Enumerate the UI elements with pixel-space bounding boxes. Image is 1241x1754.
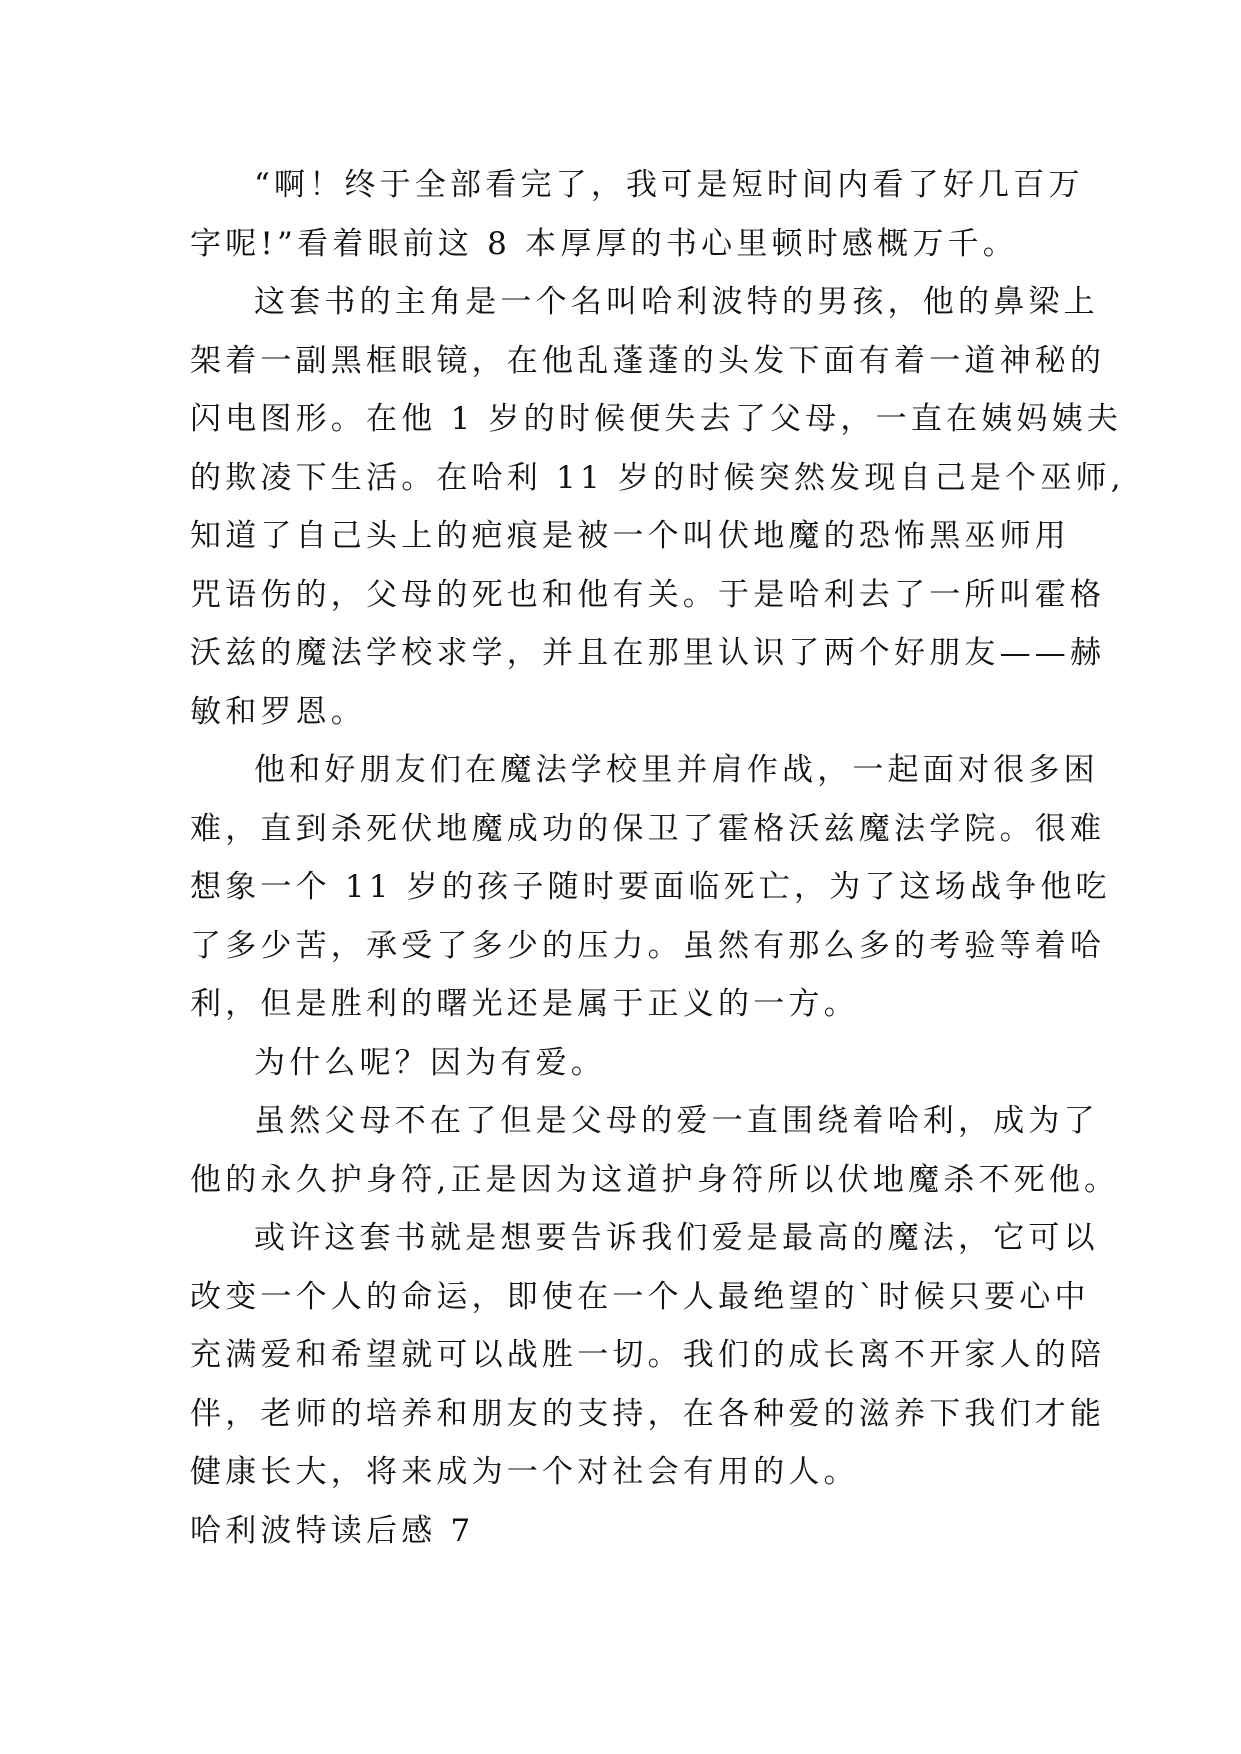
paragraph-line: 或许这套书就是想要告诉我们爱是最高的魔法，它可以 <box>254 1220 1099 1256</box>
paragraph-line: 敏和罗恩。 <box>190 693 366 730</box>
paragraph-line: 为什么呢？因为有爱。 <box>254 1044 606 1081</box>
paragraph-line: 利，但是胜利的曙光还是属于正义的一方。 <box>190 986 859 1022</box>
paragraph-line: 虽然父母不在了但是父母的爱一直围绕着哈利，成为了 <box>254 1103 1099 1139</box>
document-body <box>190 156 1125 1560</box>
paragraph-line: 充满爱和希望就可以战胜一切。我们的成长离不开家人的陪 <box>190 1337 1106 1373</box>
paragraph-line: 了多少苦，承受了多少的压力。虽然有那么多的考验等着哈 <box>190 927 1106 964</box>
paragraph-line: 架着一副黑框眼镜，在他乱蓬蓬的头发下面有着一道神秘的 <box>190 342 1106 379</box>
paragraph-line: 他和好朋友们在魔法学校里并肩作战，一起面对很多困 <box>254 752 1099 788</box>
paragraph-line: “啊！终于全部看完了，我可是短时间内看了好几百万 <box>254 167 1084 203</box>
paragraph-line: 伴，老师的培养和朋友的支持，在各种爱的滋养下我们才能 <box>190 1395 1106 1432</box>
paragraph-line: 字呢!”看着眼前这 8 本厚厚的书心里顿时感概万千。 <box>190 225 1018 262</box>
paragraph-line: 知道了自己头上的疤痕是被一个叫伏地魔的恐怖黑巫师用 <box>190 518 1070 554</box>
paragraph-line: 这套书的主角是一个名叫哈利波特的男孩，他的鼻梁上 <box>254 284 1099 320</box>
paragraph-line: 健康长大，将来成为一个对社会有用的人。 <box>190 1454 859 1490</box>
section-title: 哈利波特读后感 7 <box>190 1512 475 1549</box>
paragraph-line: 他的永久护身符,正是因为这道护身符所以伏地魔杀不死他。 <box>190 1161 1120 1198</box>
paragraph-line: 沃兹的魔法学校求学，并且在那里认识了两个好朋友——赫 <box>190 635 1106 671</box>
paragraph-line: 咒语伤的，父母的死也和他有关。于是哈利去了一所叫霍格 <box>190 576 1106 613</box>
paragraph-line: 想象一个 11 岁的孩子随时要面临死亡，为了这场战争他吃 <box>190 869 1111 905</box>
paragraph-line: 的欺凌下生活。在哈利 11 岁的时候突然发现自己是个巫师, <box>190 459 1125 496</box>
paragraph-line: 难，直到杀死伏地魔成功的保卫了霍格沃兹魔法学院。很难 <box>190 810 1106 847</box>
paragraph-line: 改变一个人的命运，即使在一个人最绝望的`时候只要心中 <box>190 1278 1090 1315</box>
paragraph-line: 闪电图形。在他 1 岁的时候便失去了父母，一直在姨妈姨夫 <box>190 401 1123 437</box>
